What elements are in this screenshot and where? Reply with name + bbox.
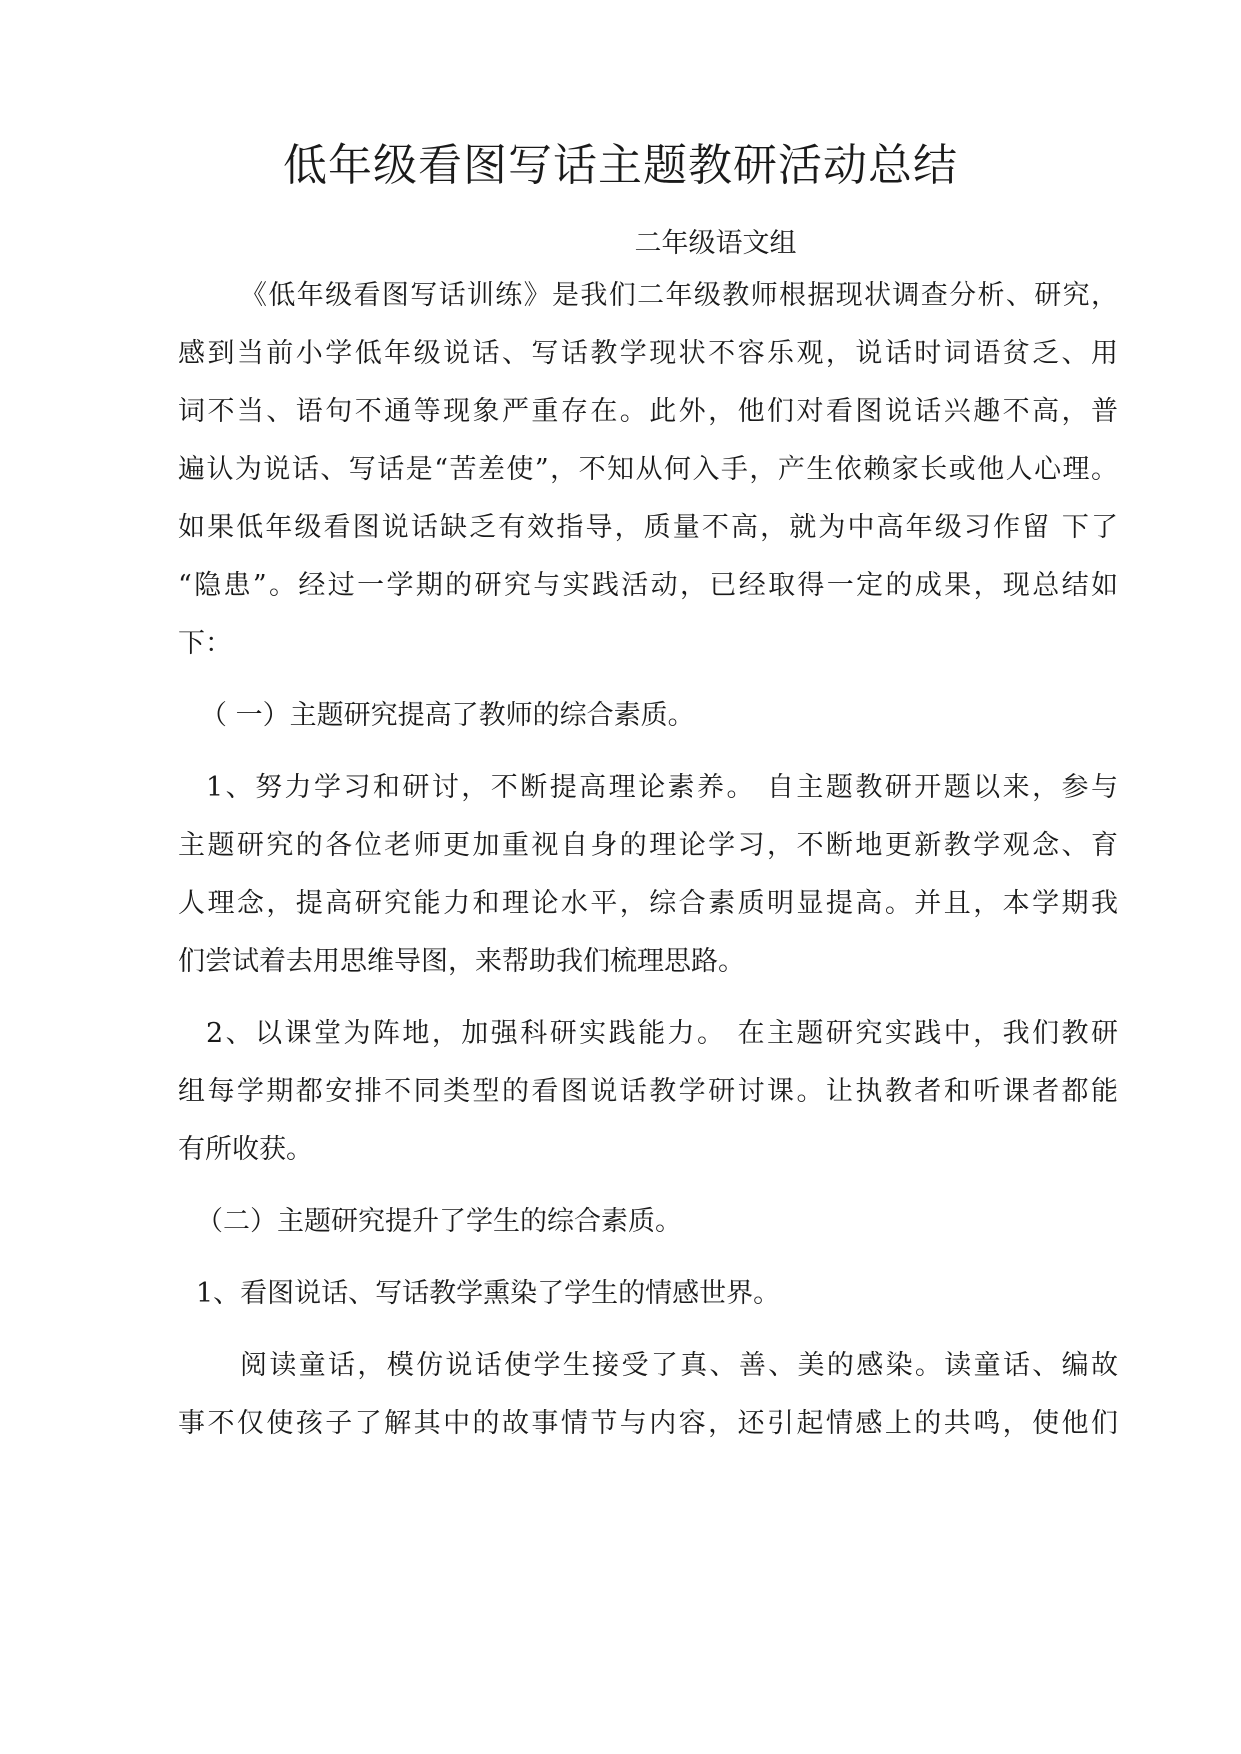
paragraph-line: 组每学期都安排不同类型的看图说话教学研讨课。让执教者和听课者都能 <box>178 1076 1118 1107</box>
paragraph-line: 下： <box>178 628 232 659</box>
paragraph-line: 人理念，提高研究能力和理论水平，综合素质明显提高。并且，本学期我 <box>178 888 1118 919</box>
paragraph-line: 词不当、语句不通等现象严重存在。此外，他们对看图说话兴趣不高，普 <box>178 396 1118 427</box>
paragraph-line: 们尝试着去用思维导图，来帮助我们梳理思路。 <box>178 946 745 977</box>
paragraph-line: 主题研究的各位老师更加重视自身的理论学习，不断地更新教学观念、育 <box>178 830 1118 861</box>
paragraph-line: 《低年级看图写话训练》是我们二年级教师根据现状调查分析、研究， <box>240 280 1118 311</box>
paragraph-line: 如果低年级看图说话缺乏有效指导，质量不高，就为中高年级习作留 下了 <box>178 512 1118 543</box>
section-heading: （二）主题研究提升了学生的综合素质。 <box>196 1206 682 1237</box>
section-heading: （ 一）主题研究提高了教师的综合素质。 <box>200 700 695 731</box>
document-subtitle: 二年级语文组 <box>634 228 797 259</box>
paragraph-line: 1、努力学习和研讨，不断提高理论素养。 自主题教研开题以来，参与 <box>206 772 1118 803</box>
subsection-heading: 1、看图说话、写话教学熏染了学生的情感世界。 <box>196 1278 781 1309</box>
document-title: 低年级看图写话主题教研活动总结 <box>283 140 958 191</box>
paragraph-line: 阅读童话，模仿说话使学生接受了真、善、美的感染。读童话、编故 <box>240 1350 1118 1381</box>
paragraph-line: 感到当前小学低年级说话、写话教学现状不容乐观，说话时词语贫乏、用 <box>178 338 1118 369</box>
paragraph-line: 遍认为说话、写话是“苦差使”，不知从何入手，产生依赖家长或他人心理。 <box>178 454 1118 485</box>
paragraph-line: 有所收获。 <box>178 1134 313 1165</box>
paragraph-line: 事不仅使孩子了解其中的故事情节与内容，还引起情感上的共鸣，使他们 <box>178 1408 1118 1439</box>
paragraph-line: 2、以课堂为阵地，加强科研实践能力。 在主题研究实践中，我们教研 <box>206 1018 1118 1049</box>
paragraph-line: “隐患”。经过一学期的研究与实践活动，已经取得一定的成果，现总结如 <box>178 570 1118 601</box>
